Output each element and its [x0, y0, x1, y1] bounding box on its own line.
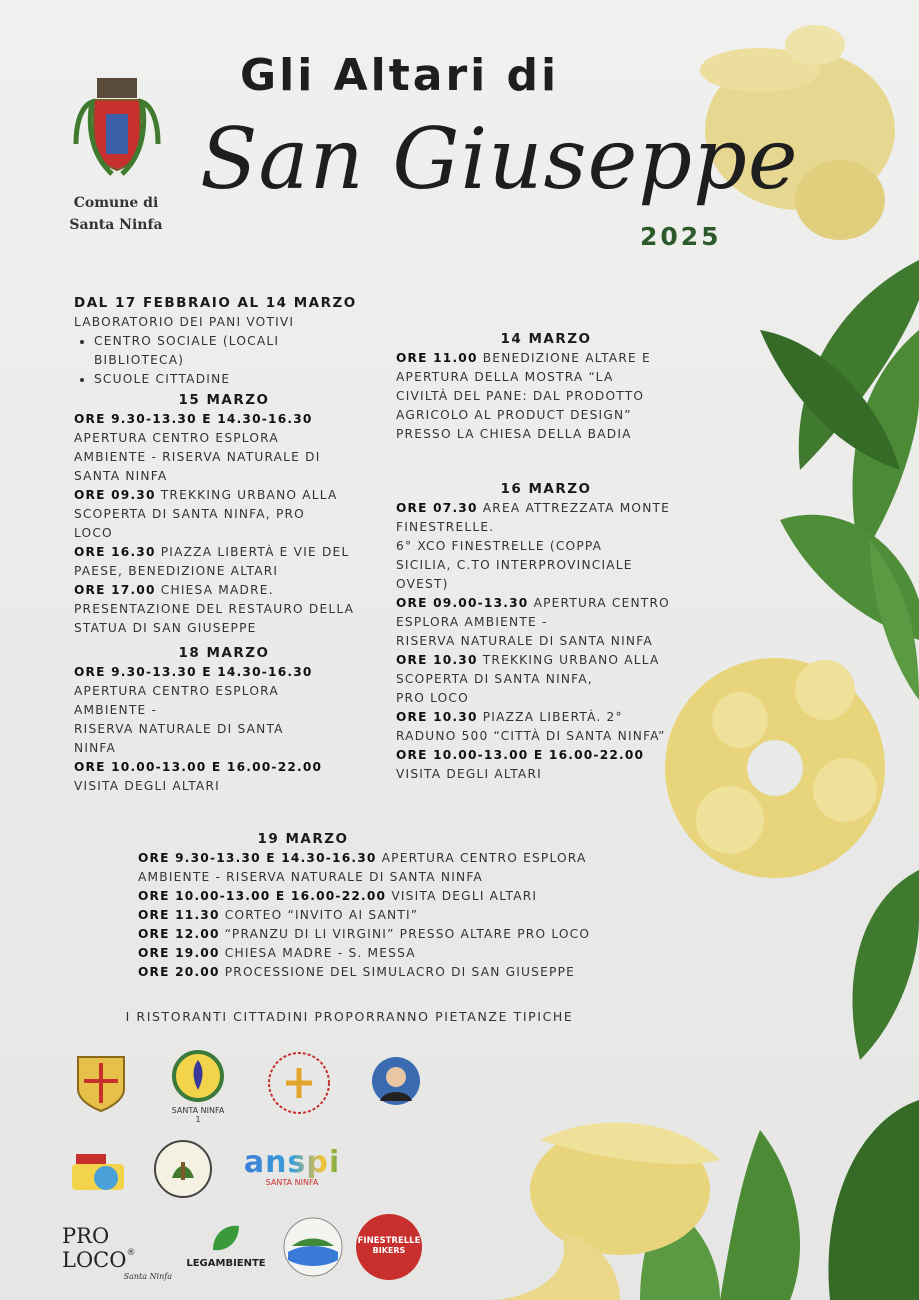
heading-18-marzo: 18 MARZO — [178, 645, 270, 661]
event: ORE 20.00 PROCESSIONE DEL SIMULACRO DI SAN GIUSEPPE — [138, 965, 576, 979]
library-logo-icon — [66, 1142, 130, 1198]
left-column — [74, 294, 374, 796]
period-text: LABORATORIO DEI PANI VOTIVI — [74, 315, 295, 329]
comune-line1: Comune di — [73, 195, 159, 211]
finestrelle-logo — [356, 1214, 422, 1280]
scout-emblem-icon — [172, 1050, 224, 1102]
period-item: • SCUOLE CITTADINE — [94, 370, 374, 389]
event: ORE 11.00 BENEDIZIONE ALTARE E APERTURA DELLA MOSTRA “LA CIVILTÀ DEL PANE: DAL PRODOTTO AGRICOLO AL PRODUCT DESIGN” PRESSO LA CHIESA DELLA BADIA — [396, 351, 651, 441]
event: ORE 10.30 PIAZZA LIBERTÀ. 2° RADUNO 500 “CITTÀ DI SANTA NINFA” — [396, 710, 666, 743]
legambiente-logo — [186, 1222, 266, 1269]
leaves-right-icon — [760, 260, 919, 700]
event: ORE 16.30 PIAZZA LIBERTÀ E VIE DEL PAESE, BENEDIZIONE ALTARI — [74, 545, 350, 578]
scout-logo — [168, 1050, 228, 1124]
comune-line2: Santa Ninfa — [69, 217, 163, 233]
event: ORE 12.00 “PRANZU DI LI VIRGINI” PRESSO ALTARE PRO LOCO — [138, 927, 591, 941]
title-line1: Gli Altari di — [240, 50, 560, 101]
title-line2: San Giuseppe — [200, 110, 799, 208]
proloco-sub: Santa Ninfa — [123, 1272, 172, 1281]
comune-label — [58, 192, 174, 236]
confraternita-logo-icon — [266, 1050, 332, 1116]
event: ORE 9.30-13.30 E 14.30-16.30 APERTURA CENTRO ESPLORA AMBIENTE - RISERVA NATURALE DI SANTA NINFA — [74, 412, 321, 483]
heading-14-marzo: 14 MARZO — [500, 331, 592, 347]
event: ORE 19.00 CHIESA MADRE - S. MESSA — [138, 946, 416, 960]
proloco-reg: ® — [126, 1248, 136, 1258]
heading-16-marzo: 16 MARZO — [500, 481, 592, 497]
legambiente-label: LEGAMBIENTE — [186, 1258, 266, 1269]
period-item: • CENTRO SOCIALE (LOCALI BIBLIOTECA) — [94, 332, 374, 370]
event-cont: AMBIENTE - RISERVA NATURALE DI SANTA NINFA — [138, 870, 483, 884]
legambiente-leaf-icon — [209, 1222, 243, 1254]
finestrelle-sub: BIKERS — [372, 1246, 406, 1255]
event: ORE 10.00-13.00 E 16.00-22.00 VISITA DEGLI ALTARI — [138, 889, 538, 903]
period-list — [74, 332, 374, 389]
section-19-marzo — [138, 830, 698, 982]
event: ORE 11.30 CORTEO “INVITO AI SANTI” — [138, 908, 419, 922]
anspi-sub: SANTA NINFA — [265, 1178, 319, 1187]
event: ORE 10.00-13.00 E 16.00-22.00 VISITA DEGLI ALTARI — [74, 760, 323, 793]
right-column — [396, 330, 696, 784]
portrait-logo-icon — [370, 1055, 422, 1107]
event: ORE 07.30 AREA ATTREZZATA MONTE FINESTRELLE. 6° XCO FINESTRELLE (COPPA SICILIA, C.TO INTERPROVINCIALE OVEST) — [396, 501, 671, 591]
event: ORE 9.30-13.30 E 14.30-16.30 APERTURA CENTRO ESPLORA AMBIENTE - RISERVA NATURALE DI SANTA NINFA — [74, 665, 313, 755]
anspi-logo — [240, 1145, 344, 1187]
period-heading: DAL 17 FEBBRAIO AL 14 MARZO — [74, 295, 357, 311]
title-year: 2025 — [640, 222, 722, 251]
scout-label: SANTA NINFA 1 — [171, 1106, 225, 1124]
heading-19-marzo: 19 MARZO — [257, 831, 349, 847]
event: ORE 9.30-13.30 E 14.30-16.30 APERTURA CENTRO ESPLORA — [138, 851, 587, 865]
anspi-wordmark: anspi — [240, 1148, 344, 1178]
event: ORE 09.30 TREKKING URBANO ALLA SCOPERTA DI SANTA NINFA, PRO LOCO — [74, 488, 338, 540]
event: ORE 10.00-13.00 E 16.00-22.00 VISITA DEGLI ALTARI — [396, 748, 645, 781]
heading-15-marzo: 15 MARZO — [178, 392, 270, 408]
event: ORE 17.00 CHIESA MADRE. PRESENTAZIONE DEL RESTAURO DELLA STATUA DI SAN GIUSEPPE — [74, 583, 355, 635]
proloco-wordmark: PRO LOCO — [62, 1224, 127, 1272]
proloco-logo — [62, 1224, 172, 1281]
footer-note: I RISTORANTI CITTADINI PROPORRANNO PIETANZE TIPICHE — [125, 1009, 574, 1024]
event: ORE 10.30 TREKKING URBANO ALLA SCOPERTA DI SANTA NINFA, PRO LOCO — [396, 653, 660, 705]
grotta-logo-icon — [282, 1216, 344, 1278]
association-seal-icon — [152, 1138, 214, 1200]
finestrelle-label: FINESTRELLE — [357, 1236, 421, 1246]
event: ORE 09.00-13.30 APERTURA CENTRO ESPLORA AMBIENTE - RISERVA NATURALE DI SANTA NINFA — [396, 596, 670, 648]
parish-crest-icon — [74, 1055, 128, 1113]
bread-wreath-icon — [665, 658, 885, 878]
comune-crest-icon — [72, 74, 162, 190]
